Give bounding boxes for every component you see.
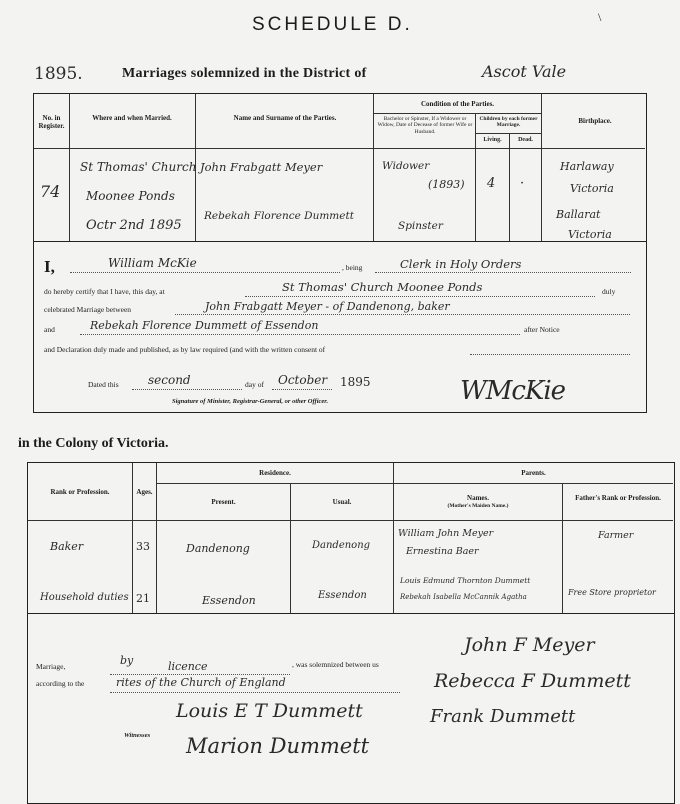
cert-certify: do hereby certify that I have, this day, at — [44, 287, 165, 296]
children-living: 4 — [487, 176, 496, 191]
col-line — [156, 463, 157, 613]
header-names: Names. — [467, 494, 489, 502]
bride-age: 21 — [136, 592, 150, 605]
cert-being: , being — [342, 263, 363, 272]
cert-bride: Rebekah Florence Dummett of Essendon — [90, 319, 319, 332]
header-ages: Ages. — [136, 488, 153, 496]
bride-usual: Essendon — [318, 590, 367, 601]
register-number: 74 — [40, 182, 61, 201]
table1-divider — [33, 241, 646, 242]
cert-year: 1895 — [340, 375, 371, 389]
bride-mother: Rebekah Isabella McCannik Agatha — [400, 593, 527, 601]
dotted-line — [110, 674, 290, 675]
groom-birthplace-2: Victoria — [570, 182, 614, 195]
cert-groom: John Frabgatt Meyer - of Dandenong, baker — [205, 300, 450, 313]
footer-by: by — [120, 654, 134, 667]
dotted-line — [470, 354, 630, 355]
header-maiden: (Mother's Maiden Name.) — [447, 503, 509, 509]
header-where-when: Where and when Married. — [92, 114, 172, 122]
header-usual: Usual. — [332, 498, 352, 506]
groom-present: Dandenong — [186, 542, 250, 555]
col-line — [132, 463, 133, 613]
row-line — [157, 483, 393, 484]
minister-office: Clerk in Holy Orders — [400, 257, 522, 271]
header-children: Children by each former Marriage. — [479, 116, 538, 129]
bride-present: Essendon — [202, 594, 256, 607]
cert-i: I, — [44, 257, 55, 276]
footer-marriage: Marriage, — [36, 662, 66, 671]
row-line — [476, 133, 541, 134]
col-line — [373, 94, 374, 241]
groom-condition: Widower — [382, 160, 430, 172]
bride-birthplace-1: Ballarat — [556, 208, 601, 221]
bride-condition: Spinster — [398, 220, 443, 232]
header-name: Name and Surname of the Parties. — [233, 114, 337, 122]
groom-name: John Frabgatt Meyer — [200, 160, 323, 174]
dotted-line — [110, 692, 400, 693]
cert-celebrated: celebrated Marriage between — [44, 305, 132, 314]
cert-and: and — [44, 325, 55, 334]
cert-month: October — [278, 373, 328, 387]
children-dead: · — [520, 176, 525, 191]
marriage-place-1: St Thomas' Church — [80, 160, 197, 174]
year: 1895. — [34, 64, 83, 84]
footer-witnesses: Witnesses — [124, 732, 151, 739]
cert-after-notice: after Notice — [524, 325, 560, 334]
cert-day: second — [148, 373, 191, 387]
groom-birthplace-1: Harlaway — [560, 160, 614, 173]
row-line — [394, 483, 673, 484]
colony-heading: in the Colony of Victoria. — [18, 436, 169, 451]
cert-dated: Dated this — [88, 380, 119, 389]
header-no: No. in Register. — [38, 114, 65, 131]
dotted-line — [80, 334, 520, 335]
groom-mother: Ernestina Baer — [406, 546, 479, 557]
footer-rites: rites of the Church of England — [116, 676, 286, 689]
groom-signature: John F Meyer — [464, 634, 595, 656]
header-dead: Dead. — [518, 137, 533, 143]
bride-birthplace-2: Victoria — [568, 228, 612, 241]
cert-place: St Thomas' Church Moonee Ponds — [282, 280, 483, 294]
row-line — [28, 520, 673, 521]
dotted-line — [375, 272, 631, 273]
cert-declaration: and Declaration duly made and published, as by law required (and with the written consent of — [44, 345, 326, 354]
district-value: Ascot Vale — [482, 62, 567, 81]
groom-father-rank: Farmer — [598, 530, 634, 541]
marriage-place-2: Moonee Ponds — [86, 189, 175, 203]
corner-mark: \ — [598, 10, 602, 24]
col-line — [69, 94, 70, 241]
footer-licence: licence — [168, 660, 208, 673]
groom-age: 33 — [136, 540, 150, 553]
cert-duly: duly — [602, 287, 616, 296]
header-father-rank: Father's Rank or Profession. — [575, 494, 661, 502]
groom-usual: Dandenong — [312, 540, 371, 551]
footer-solemnized: , was solemnized between us — [292, 660, 379, 669]
header-bachelor: Bachelor or Spinster, If a Widower or Widow, Date of Decease of former Wife or Husband. — [377, 116, 473, 135]
bride-signature: Rebecca F Dummett — [434, 670, 631, 692]
table2-divider — [27, 613, 675, 614]
dotted-line — [245, 296, 595, 297]
col-line — [393, 463, 394, 613]
footer-according: according to the — [36, 679, 85, 688]
header-rank: Rank or Profession. — [50, 488, 110, 496]
dotted-line — [132, 389, 242, 390]
dotted-line — [175, 314, 630, 315]
witness-1: Louis E T Dummett — [176, 700, 363, 722]
groom-rank: Baker — [50, 540, 84, 553]
witness-2: Frank Dummett — [430, 706, 576, 727]
header-present: Present. — [211, 498, 236, 506]
col-line — [562, 483, 563, 613]
signature-label: Signature of Minister, Registrar-General, or other Officer. — [172, 398, 329, 405]
header-parents: Parents. — [521, 469, 546, 477]
row-line — [374, 113, 541, 114]
bride-name: Rebekah Florence Dummett — [204, 210, 354, 222]
row-line — [34, 148, 645, 149]
witness-3: Marion Dummett — [186, 734, 370, 758]
col-line — [509, 133, 510, 241]
marriage-date: Octr 2nd 1895 — [86, 218, 182, 233]
page-title: SCHEDULE D. — [252, 14, 413, 35]
dotted-line — [70, 272, 340, 273]
bride-father-rank: Free Store proprietor — [568, 588, 656, 597]
cert-day-of: day of — [245, 380, 264, 389]
groom-father: William John Meyer — [398, 528, 494, 539]
district-heading: Marriages solemnized in the District of — [122, 66, 367, 81]
bride-rank: Household duties — [40, 592, 129, 603]
register-upper — [33, 93, 647, 413]
minister-name: William McKie — [108, 256, 197, 270]
bride-father: Louis Edmund Thornton Dummett — [400, 576, 531, 585]
header-residence: Residence. — [259, 469, 291, 477]
dotted-line — [272, 389, 332, 390]
header-birthplace: Birthplace. — [578, 117, 612, 125]
minister-signature: WMcKie — [460, 376, 566, 406]
col-line — [541, 94, 542, 241]
header-condition: Condition of the Parties. — [420, 100, 495, 108]
header-living: Living. — [483, 137, 502, 143]
groom-condition-year: (1893) — [428, 178, 465, 191]
